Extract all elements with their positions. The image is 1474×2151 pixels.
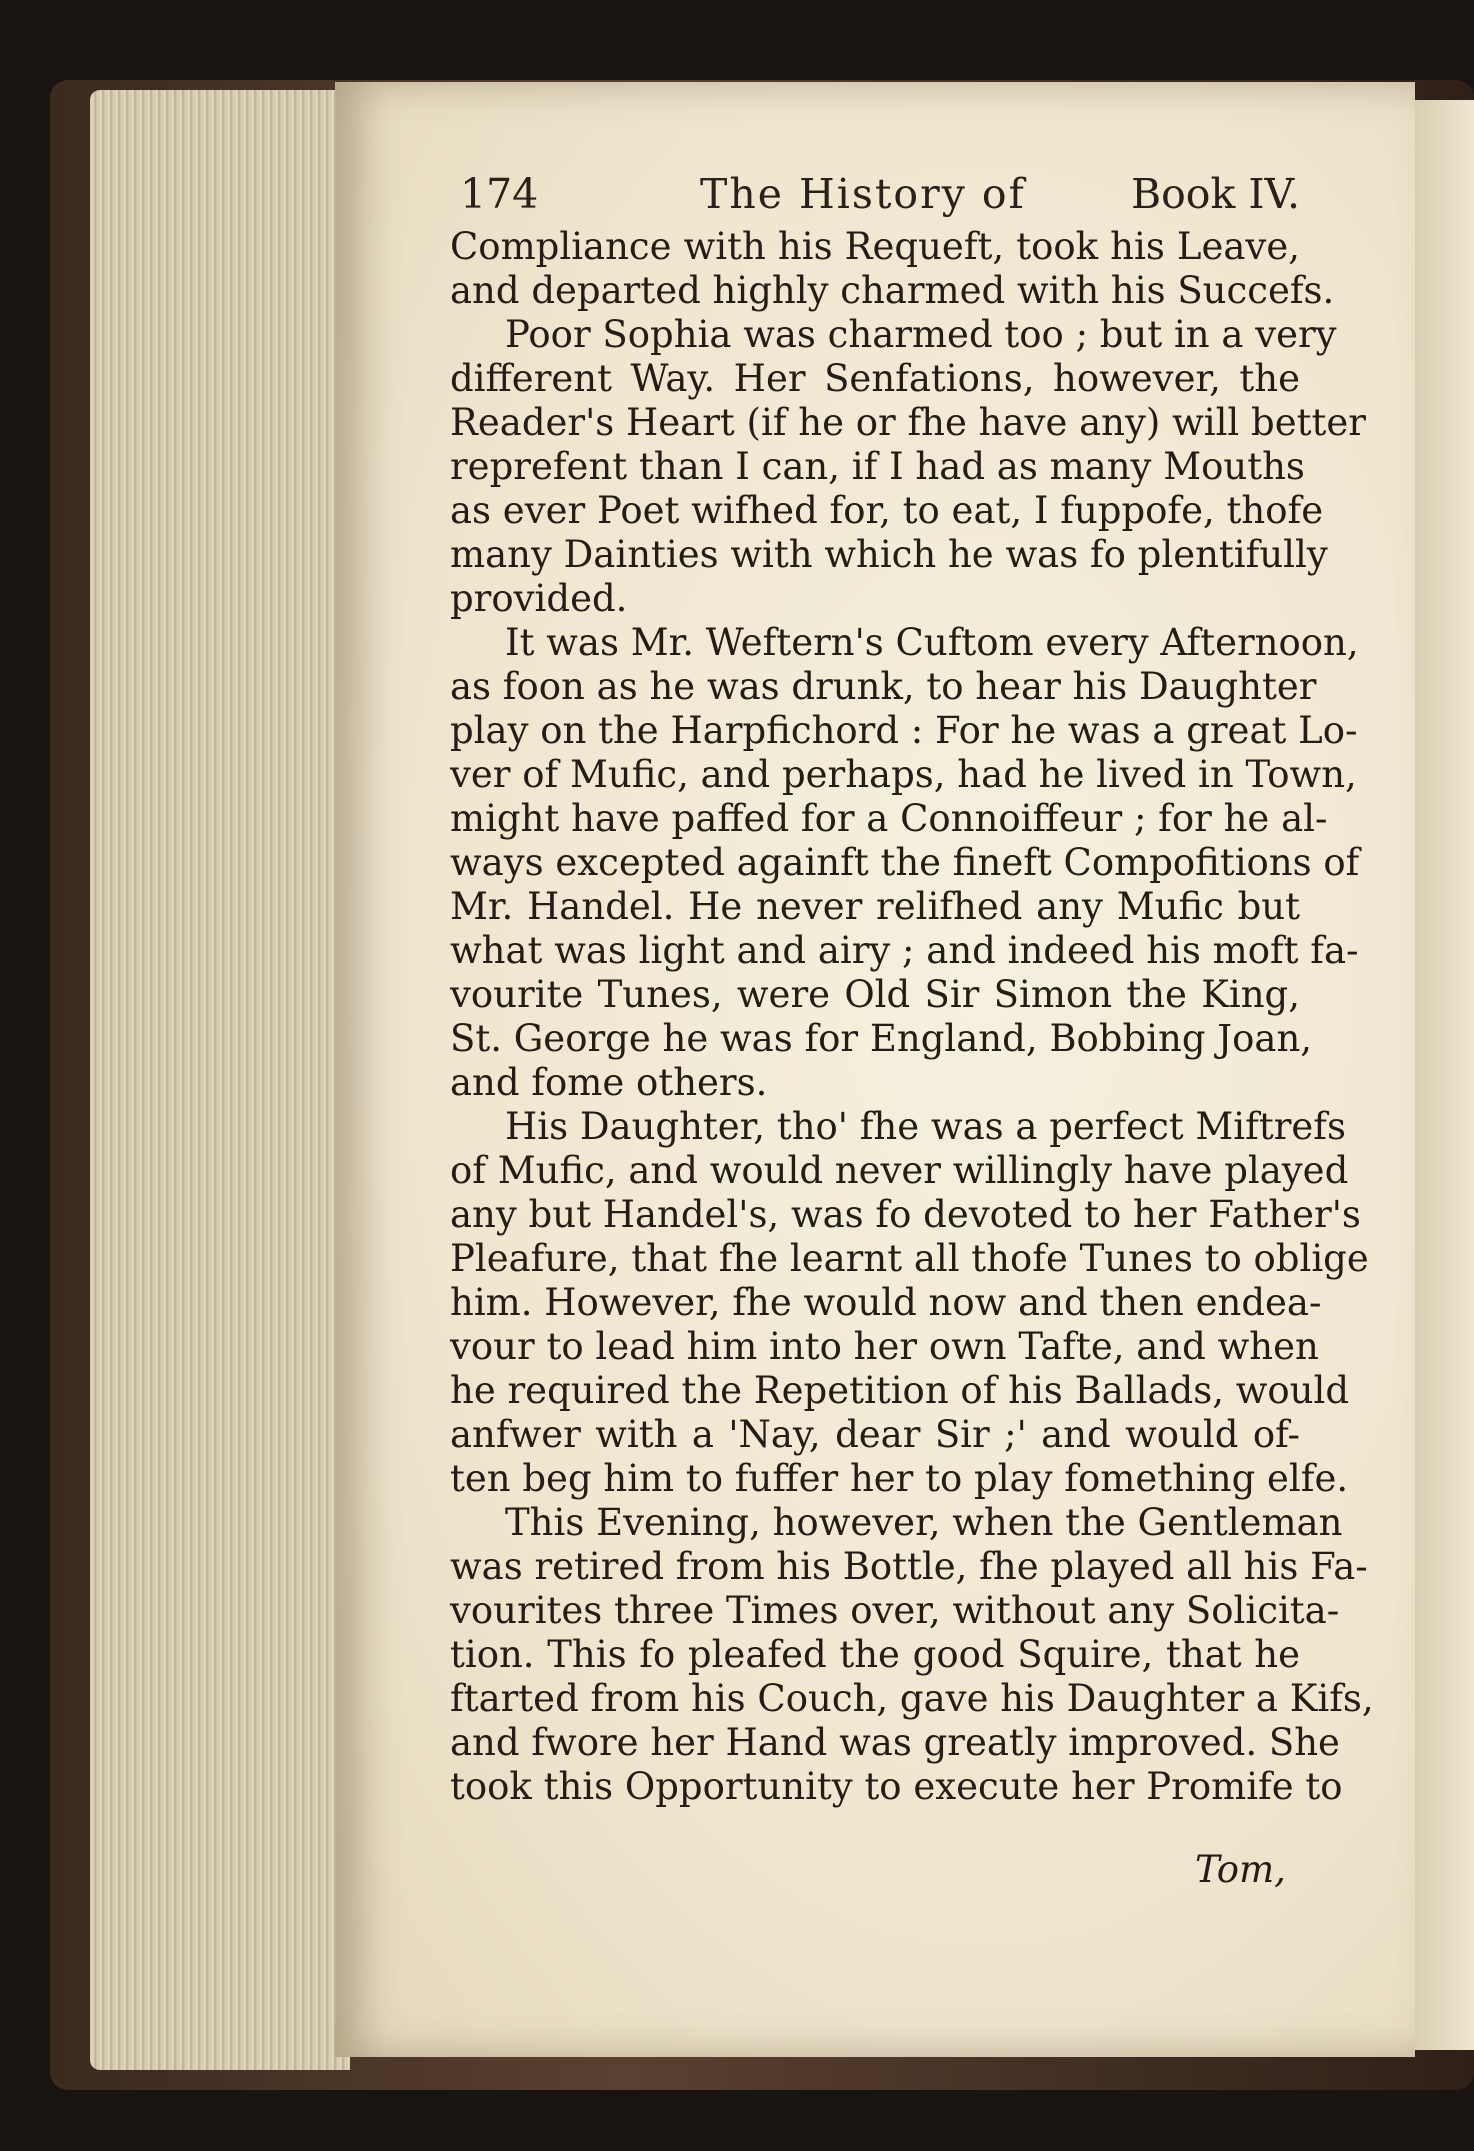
- text-line: many Dainties with which he was fo plentifully: [450, 533, 1328, 576]
- text-line: he required the Repetition of his Ballads, would: [450, 1369, 1350, 1412]
- text-line: Reader's Heart (if he or fhe have any) will better: [450, 401, 1366, 444]
- text-line: as ever Poet wifhed for, to eat, I fuppofe, thofe: [450, 489, 1324, 532]
- text-line: tion. This fo pleafed the good Squire, that he: [450, 1633, 1300, 1676]
- text-line: This Evening, however, when the Gentleman: [505, 1501, 1343, 1544]
- text-line: vourites three Times over, without any Solicita-: [450, 1589, 1340, 1632]
- text-line: vourite Tunes, were Old Sir Simon the King,: [450, 973, 1300, 1016]
- text-line: any but Handel's, was fo devoted to her Father's: [450, 1193, 1361, 1236]
- running-title: The History of: [700, 170, 1026, 218]
- text-line: might have paffed for a Connoiffeur ; for he al-: [450, 797, 1328, 840]
- text-line: It was Mr. Weftern's Cuftom every Afternoon,: [505, 621, 1359, 664]
- page-edges: [90, 90, 350, 2070]
- body-text: [450, 225, 1374, 1809]
- text-line: of Mufic, and would never willingly have played: [450, 1149, 1349, 1192]
- text-line: took this Opportunity to execute her Promife to: [450, 1765, 1343, 1808]
- text-line: ways excepted againft the fineft Compofitions of: [450, 841, 1360, 884]
- text-line: was retired from his Bottle, fhe played all his Fa-: [450, 1545, 1368, 1588]
- facing-page-edge: [1415, 100, 1474, 2050]
- text-line: provided.: [450, 577, 628, 620]
- text-line: anfwer with a 'Nay, dear Sir ;' and would of-: [450, 1413, 1300, 1456]
- page-number: 174: [460, 170, 539, 218]
- text-line: St. George he was for England, Bobbing Joan,: [450, 1017, 1313, 1060]
- text-line: and fome others.: [450, 1061, 768, 1104]
- text-line: and fwore her Hand was greatly improved. She: [450, 1721, 1340, 1764]
- text-line: Compliance with his Requeft, took his Leave,: [450, 225, 1300, 268]
- text-line: vour to lead him into her own Tafte, and when: [450, 1325, 1319, 1368]
- text-line: different Way. Her Senfations, however, the: [450, 357, 1300, 400]
- text-line: reprefent than I can, if I had as many Mouths: [450, 445, 1305, 488]
- text-line: and departed highly charmed with his Succefs.: [450, 269, 1335, 312]
- text-line: Poor Sophia was charmed too ; but in a very: [505, 313, 1337, 356]
- text-line: Pleafure, that fhe learnt all thofe Tunes to oblige: [450, 1237, 1369, 1280]
- book-label: Book IV.: [1130, 170, 1300, 218]
- text-line: play on the Harpfichord : For he was a great Lo-: [450, 709, 1358, 752]
- text-line: ftarted from his Couch, gave his Daughter a Kifs,: [450, 1677, 1374, 1720]
- catchword: Tom,: [1195, 1848, 1286, 1891]
- text-line: ver of Mufic, and perhaps, had he lived in Town,: [450, 753, 1357, 796]
- running-head: [460, 160, 1300, 230]
- text-line: as foon as he was drunk, to hear his Daughter: [450, 665, 1317, 708]
- text-line: what was light and airy ; and indeed his moft fa-: [450, 929, 1359, 972]
- text-line: ten beg him to fuffer her to play fomething elfe.: [450, 1457, 1349, 1500]
- text-line: him. However, fhe would now and then endea-: [450, 1281, 1322, 1324]
- text-line: His Daughter, tho' fhe was a perfect Miftrefs: [505, 1105, 1346, 1148]
- text-line: Mr. Handel. He never relifhed any Mufic but: [450, 885, 1300, 928]
